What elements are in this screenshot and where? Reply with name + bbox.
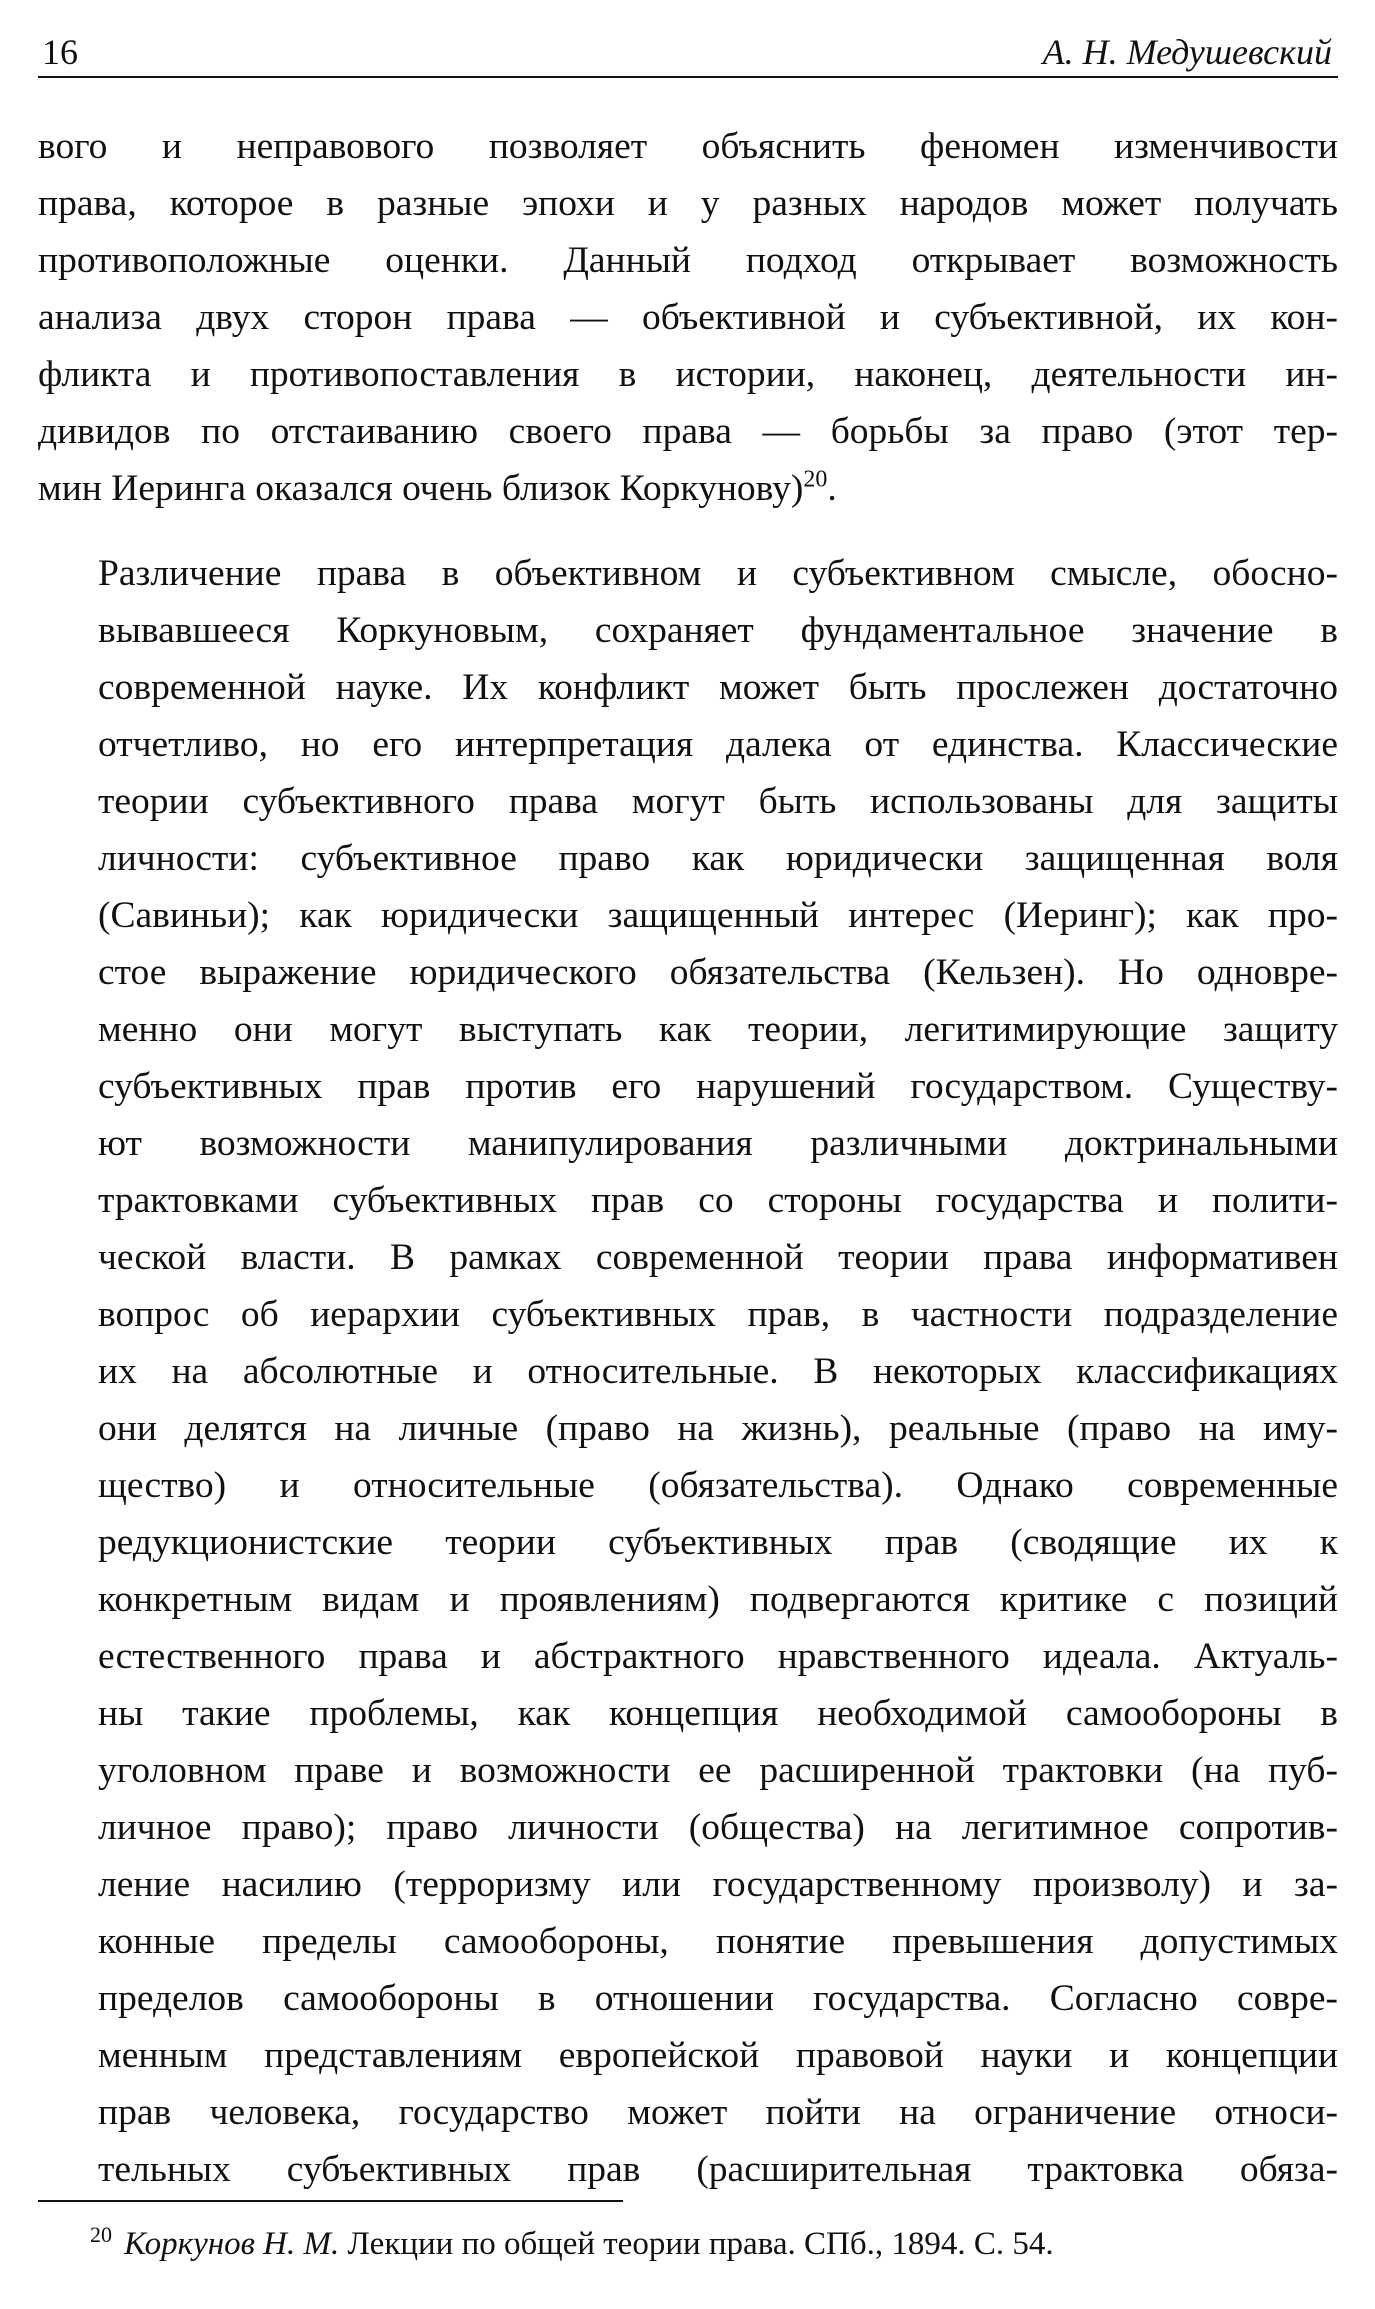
page-number: 16 <box>42 32 78 72</box>
running-author: А. Н. Медушевский <box>1042 32 1332 72</box>
text-line: тельных субъективных прав (расширительная трактовка обяза- <box>98 2149 1338 2190</box>
text-line: права, которое в разные эпохи и у разных народов может получать <box>38 183 1338 224</box>
text-line: Различение права в объективном и субъективном смысле, обосно- <box>98 553 1338 594</box>
paragraph-2 <box>38 545 1338 2198</box>
text-line: отчетливо, но его интерпретация далека от единства. Классические <box>98 724 1338 765</box>
text-line: их на абсолютные и относительные. В некоторых классификациях <box>98 1351 1338 1392</box>
text-line: редукционистские теории субъективных прав (сводящие их к <box>98 1522 1338 1563</box>
text-line: уголовном праве и возможности ее расширенной трактовки (на пуб- <box>98 1750 1338 1791</box>
text-line: вопрос об иерархии субъективных прав, в частности подразделение <box>98 1294 1338 1335</box>
paragraph-2-lines <box>38 545 1338 2198</box>
text-line: субъективных прав против его нарушений государством. Существу- <box>98 1066 1338 1107</box>
text-line: противоположные оценки. Данный подход открывает возможность <box>38 240 1338 281</box>
text-line: ют возможности манипулирования различными доктринальными <box>98 1123 1338 1164</box>
text-line: они делятся на личные (право на жизнь), реальные (право на иму- <box>98 1408 1338 1449</box>
paragraph-1-lines <box>38 118 1338 460</box>
text-line: конкретным видам и проявлениям) подвергаются критике с позиций <box>98 1579 1338 1620</box>
text-line: ление насилию (терроризму или государственному произволу) и за- <box>98 1864 1338 1905</box>
running-head <box>38 20 1338 78</box>
text-line: (Савиньи); как юридически защищенный интерес (Иеринг); как про- <box>98 895 1338 936</box>
text-line: фликта и противопоставления в истории, наконец, деятельности ин- <box>38 354 1338 395</box>
text-line: менным представлениям европейской правовой науки и концепции <box>98 2035 1338 2076</box>
text-line: конные пределы самообороны, понятие превышения допустимых <box>98 1921 1338 1962</box>
footnote-reference[interactable]: 20 <box>803 466 828 493</box>
footnote-divider <box>38 2200 623 2202</box>
paragraph-1-end-punct: . <box>827 468 837 509</box>
text-line: пределов самообороны в отношении государства. Согласно совре- <box>98 1978 1338 2019</box>
footnote-number: 20 <box>90 2222 112 2247</box>
text-line: менно они могут выступать как теории, легитимирующие защиту <box>98 1009 1338 1050</box>
text-line: теории субъективного права могут быть использованы для защиты <box>98 781 1338 822</box>
footnote-text: Лекции по общей теории права. СПб., 1894. С. 54. <box>339 2226 1054 2262</box>
text-line: стое выражение юридического обязательства (Кельзен). Но одновре- <box>98 952 1338 993</box>
body-text <box>38 118 1338 2198</box>
paragraph-1-last-line-text: мин Иеринга оказался очень близок Коркунову) <box>38 468 804 509</box>
footnote-author: Коркунов Н. М. <box>124 2226 340 2262</box>
text-line: анализа двух сторон права — объективной и субъективной, их кон- <box>38 297 1338 338</box>
text-line: трактовками субъективных прав со стороны государства и полити- <box>98 1180 1338 1221</box>
text-line: дивидов по отстаиванию своего права — борьбы за право (этот тер- <box>38 411 1338 452</box>
text-line: щество) и относительные (обязательства). Однако современные <box>98 1465 1338 1506</box>
text-line: личное право); право личности (общества) на легитимное сопротив- <box>98 1807 1338 1848</box>
text-line: вого и неправового позволяет объяснить феномен изменчивости <box>38 126 1338 167</box>
text-line: ческой власти. В рамках современной теории права информативен <box>98 1237 1338 1278</box>
text-line: прав человека, государство может пойти на ограничение относи- <box>98 2092 1338 2133</box>
text-line: личности: субъективное право как юридически защищенная воля <box>98 838 1338 879</box>
text-line: естественного права и абстрактного нравственного идеала. Актуаль- <box>98 1636 1338 1677</box>
document-page <box>38 20 1338 2290</box>
paragraph-1-last-line <box>38 460 1338 517</box>
text-line: современной науке. Их конфликт может быть прослежен достаточно <box>98 667 1338 708</box>
text-line: вывавшееся Коркуновым, сохраняет фундаментальное значение в <box>98 610 1338 651</box>
footnote <box>90 2220 1054 2268</box>
paragraph-1 <box>38 118 1338 517</box>
text-line: ны такие проблемы, как концепция необходимой самообороны в <box>98 1693 1338 1734</box>
